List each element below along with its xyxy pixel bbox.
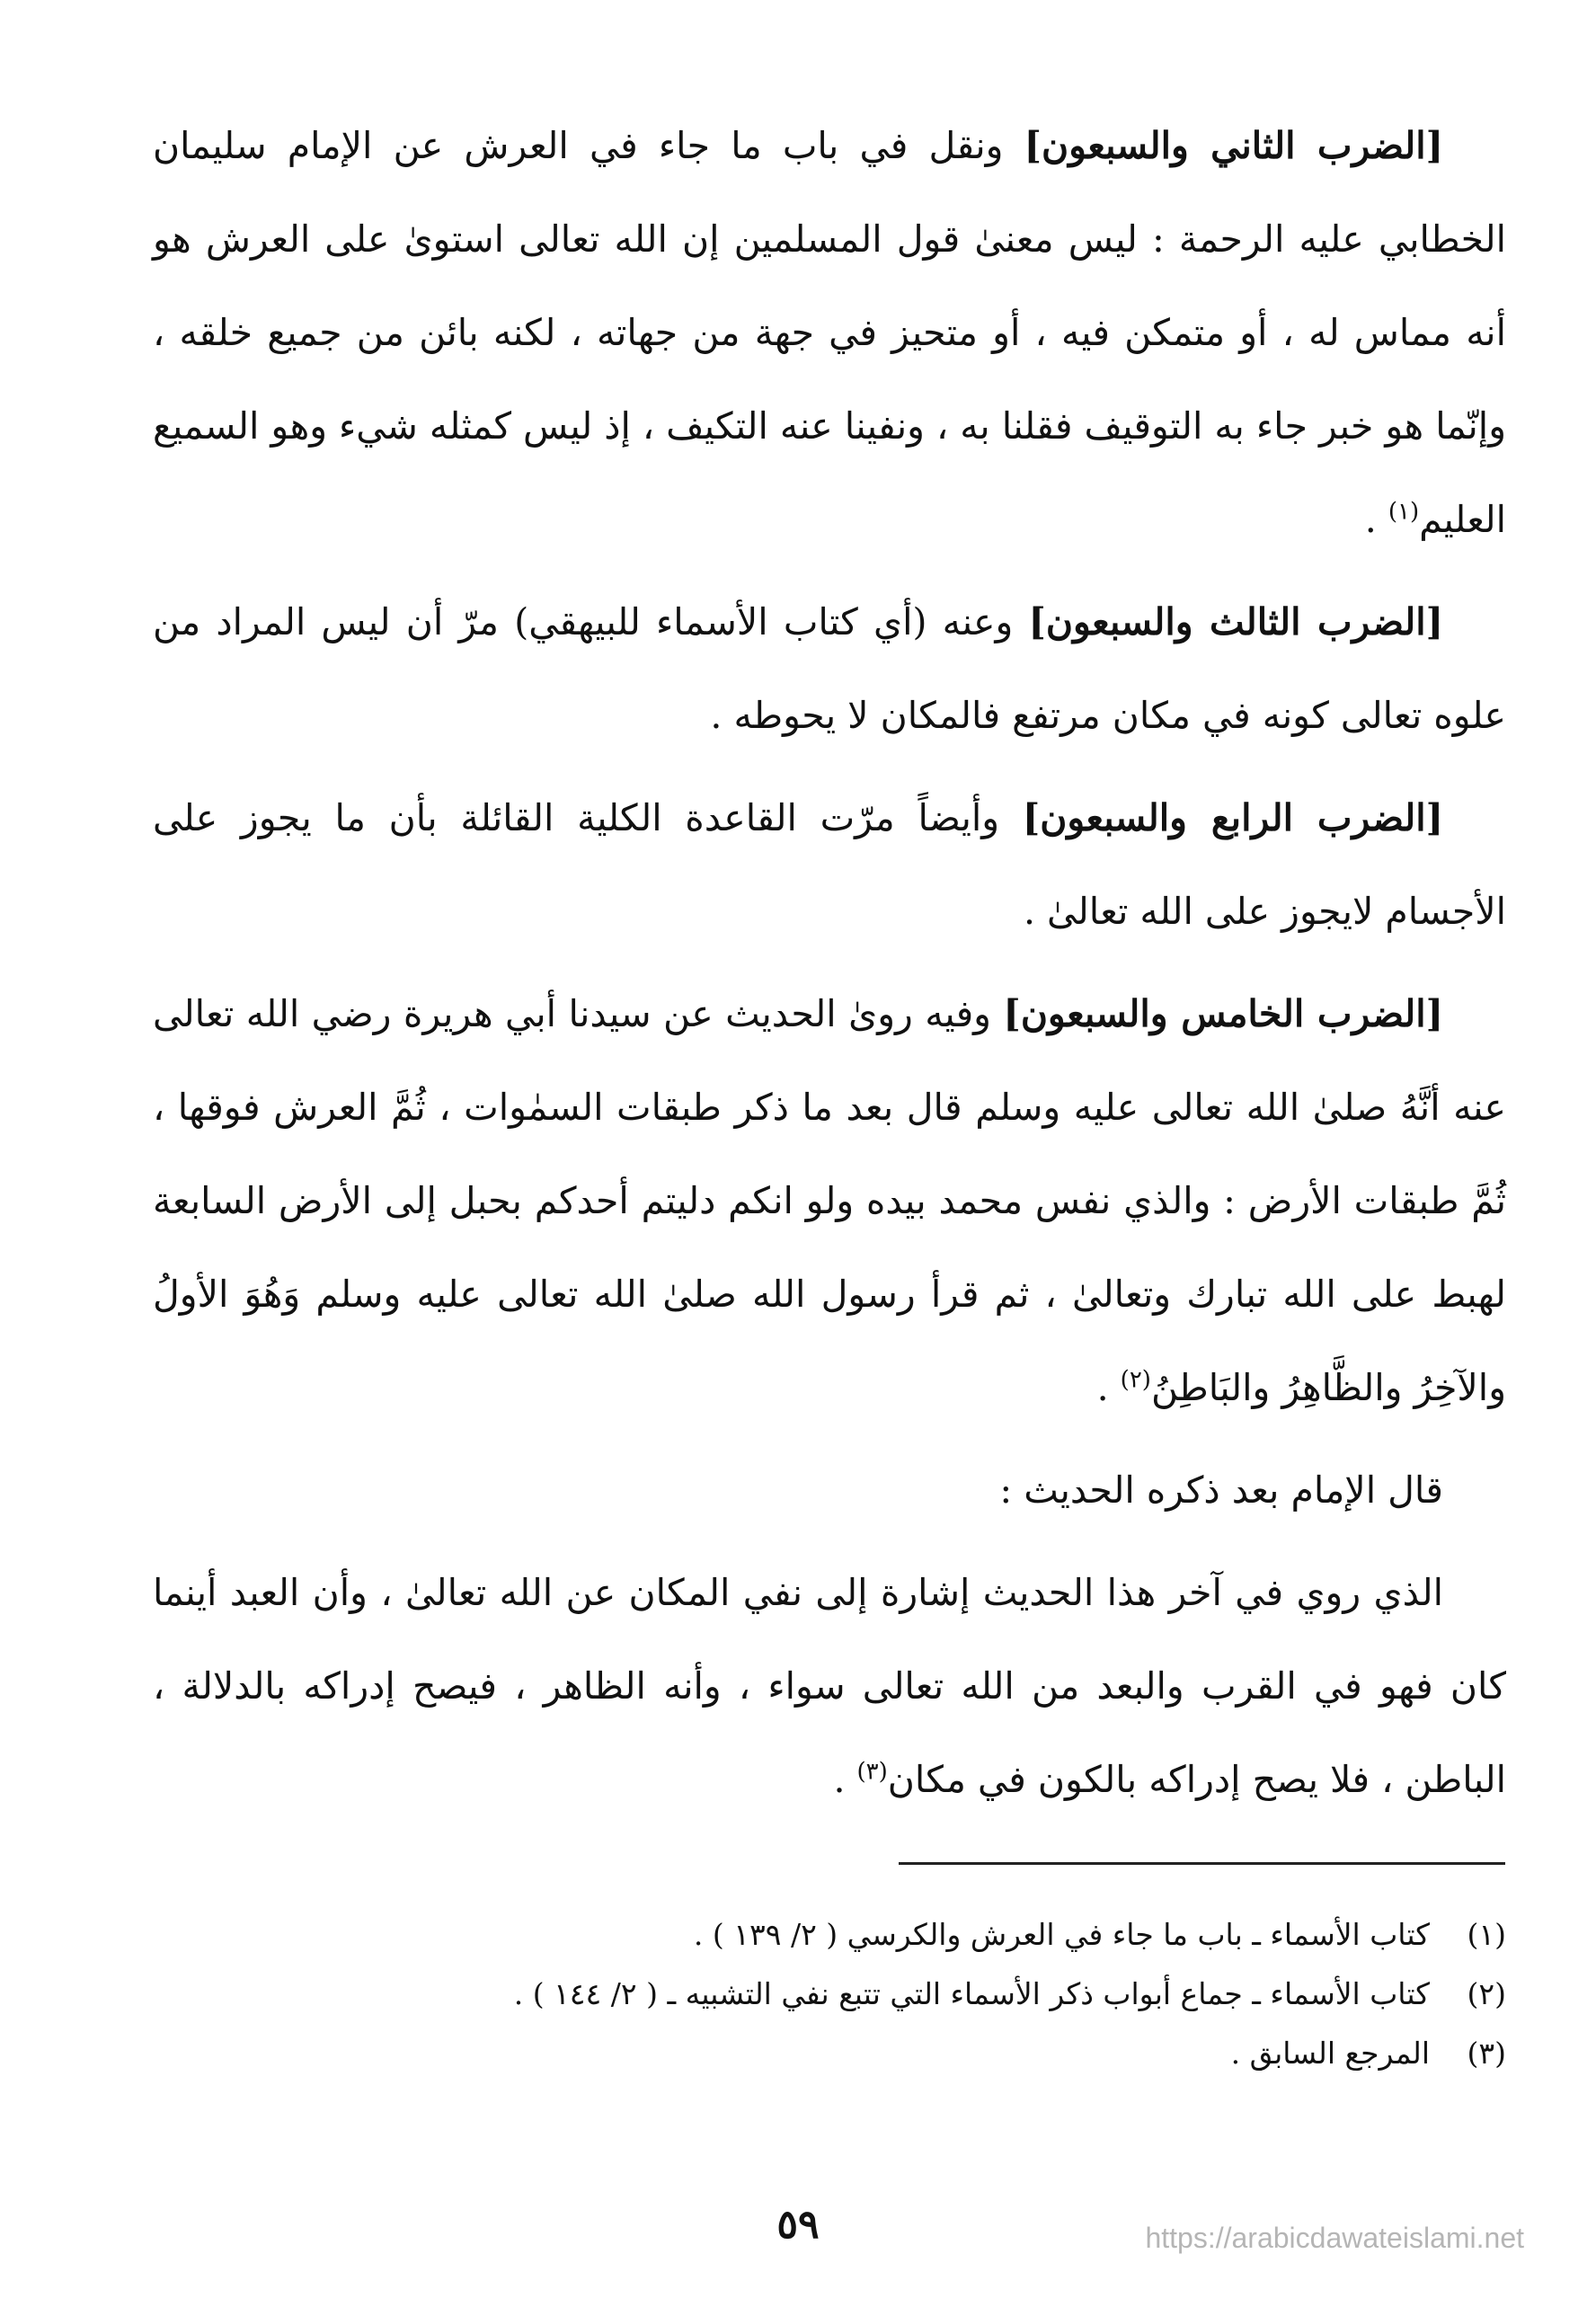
main-text <box>153 99 1506 1835</box>
footnote-text: كتاب الأسماء ـ جماع أبواب ذكر الأسماء التي تتبع نفي التشبيه ـ ( ٢/ ١٤٤ ) . <box>513 1976 1430 2011</box>
footnote-number: (٢) <box>1467 1976 1506 2011</box>
footnote-number: (١) <box>1467 1917 1506 1952</box>
paragraph-quote <box>153 1546 1506 1826</box>
section-heading: [الضرب الرابع والسبعون] <box>1022 796 1443 839</box>
paragraph-end: . <box>833 1758 857 1801</box>
paragraph-75 <box>153 967 1506 1434</box>
footnote-reference[interactable]: (٢) <box>1120 1366 1151 1394</box>
watermark-url: https://arabicdawateislami.net <box>1145 2222 1524 2254</box>
footnote-text: كتاب الأسماء ـ باب ما جاء في العرش والكرسي ( ٢/ ١٣٩ ) . <box>693 1917 1430 1952</box>
paragraph-text: وأيضاً مرّت القاعدة الكلية القائلة بأن ما يجوز على الأجسام لايجوز على الله تعالىٰ . <box>153 796 1506 933</box>
section-heading: [الضرب الخامس والسبعون] <box>1003 992 1443 1035</box>
paragraph-text: وفيه روىٰ الحديث عن سيدنا أبي هريرة رضي الله تعالى عنه أنَّهُ صلىٰ الله تعالى عليه وسلم قال بعد ما ذكر طبقات السمٰوات ، ثُمَّ العرش فوقها ، ثُمَّ طبقات الأرض : والذي نفس محمد بيده ولو انكم دليتم أحدكم بحبل إلى الأرض السابعة لهبط على الله تبارك وتعالىٰ ، ثم قرأ رسول الله صلىٰ الله تعالى عليه وسلم وَهُوَ الأولُ والآخِرُ والظَّاهِرُ والبَاطِنُ <box>153 992 1506 1409</box>
paragraph-72 <box>153 99 1506 566</box>
paragraph-end: . <box>1364 498 1388 541</box>
paragraph-text: الذي روي في آخر هذا الحديث إشارة إلى نفي المكان عن الله تعالىٰ ، وأن العبد أينما كان فهو في القرب والبعد من الله تعالى سواء ، وأنه الظاهر ، فيصح إدراكه بالدلالة ، الباطن ، فلا يصح إدراكه بالكون في مكان <box>153 1571 1506 1801</box>
footnote-item <box>270 1905 1506 1965</box>
paragraph-end: . <box>1096 1366 1121 1409</box>
footnote-item <box>270 2024 1506 2083</box>
footnotes <box>270 1905 1506 2083</box>
paragraph-text: قال الإمام بعد ذكره الحديث : <box>999 1468 1443 1512</box>
footnote-reference[interactable]: (١) <box>1388 498 1420 526</box>
section-heading: [الضرب الثالث والسبعون] <box>1028 600 1444 643</box>
footnote-text: المرجع السابق . <box>1230 2036 1430 2071</box>
paragraph-imam-intro <box>153 1443 1506 1537</box>
paragraph-73 <box>153 575 1506 762</box>
footnote-item <box>270 1965 1506 2024</box>
section-heading: [الضرب الثاني والسبعون] <box>1024 124 1443 167</box>
paragraph-text: وعنه (أي كتاب الأسماء للبيهقي) مرّ أن ليس المراد من علوه تعالى كونه في مكان مرتفع فالمكان لا يحوطه . <box>153 600 1506 737</box>
footnote-number: (٣) <box>1467 2036 1506 2071</box>
page-number: ٥٩ <box>776 2202 820 2248</box>
footnote-divider <box>899 1862 1505 1865</box>
paragraph-74 <box>153 771 1506 958</box>
footnote-reference[interactable]: (٣) <box>856 1758 888 1786</box>
paragraph-text: ونقل في باب ما جاء في العرش عن الإمام سليمان الخطابي عليه الرحمة : ليس معنىٰ قول المسلمين إن الله تعالى استوىٰ على العرش هو أنه مماس له ، أو متمكن فيه ، أو متحيز في جهة من جهاته ، لكنه بائن من جميع خلقه ، وإنّما هو خبر جاء به التوقيف فقلنا به ، ونفينا عنه التكيف ، إذ ليس كمثله شيء وهو السميع العليم <box>153 124 1506 541</box>
